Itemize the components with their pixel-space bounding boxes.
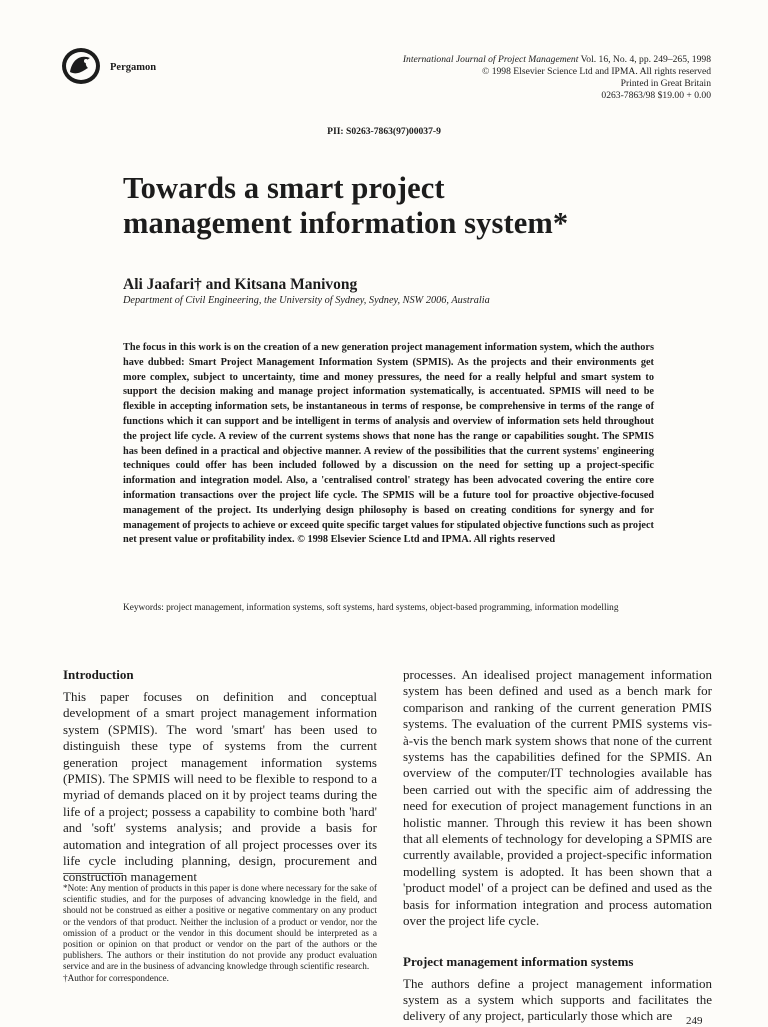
right-column-paragraph: processes. An idealised project management information system has been defined and used as a bench mark for comparison and ranking of the current generation PMIS systems. The evaluation of the current PMIS systems vis-à-vis the bench mark system shows that none of the current systems has the capabilities defined for the SPMIS. An overview of the computer/IT technologies available has been carried out with the specific aim of addressing the need for execution of project management functions in an holistic manner. Through this review it has been shown that all elements of technology for developing a SPMIS are currently available, provided a project-specific information modelling system is adopted. It has been shown that a 'product model' of a project can be defined and used as the basis for information integration and process automation over the project life cycle.: [403, 667, 712, 929]
journal-name: International Journal of Project Management: [402, 54, 579, 65]
journal-citation: [403, 54, 711, 102]
journal-volume: Vol. 16, No. 4, pp. 249–265, 1998: [578, 54, 711, 65]
introduction-heading: Introduction: [63, 667, 134, 682]
pii-identifier: PII: S0263-7863(97)00037-9: [327, 126, 441, 137]
footnote-correspondence: †Author for correspondence.: [63, 972, 169, 983]
abstract: The focus in this work is on the creation of a new generation project management information system, which the authors have dubbed: Smart Project Management Information System (SPMIS). As the projects and their environments get more complex, subject to uncertainty, time and money pressures, the need for a really helpful and smart system to support the decision making and manage project information systematically, is accentuated. SPMIS will need to be flexible in accepting information sets, be instantaneous in terms of response, be comprehensive in terms of the range of functions which it can support and be intelligent in terms of analysis and overview of information sets held throughout the project life cycle. A review of the current systems shows that none has the range or capabilities sought. The SPMIS has been defined in a practical and objective manner. A review of the possibilities that the current systems' engineering techniques could offer has been included followed by a discussion on the need for setting up a project-specific information and integration model. Also, a 'centralised control' strategy has been advocated covering the entire core information transactions over the project life cycle. The SPMIS will be a future tool for proactive objective-focused management of the project. Its underlying design philosophy is based on creating conditions for synergy and for management of projects to achieve or exceed quite specific target values for stipulated objective functions such as project net present value or profitability index. © 1998 Elsevier Science Ltd and IPMA. All rights reserved: [123, 342, 654, 546]
affiliation: Department of Civil Engineering, the University of Sydney, Sydney, NSW 2006, Australia: [123, 295, 490, 306]
right-column: [403, 667, 712, 1025]
footnote-note: *Note: Any mention of products in this paper is done where necessary for the sake of scientific studies, and for the purposes of advancing knowledge in the field, and should not be construed as either a positive or negative commentary on any product or the vendors of that product. Neither the inclusion of a product or vendor, nor the omission of a product or the vendor in this document should be interpreted as a position or opinion on that product or vendor on the part of the authors or the publishers. The authors or their institution do not provide any product evaluation service and are in the business of advancing knowledge through scientific research.: [63, 883, 377, 972]
journal-issn: 0263-7863/98 $19.00 + 0.00: [601, 90, 711, 101]
journal-line-1: [403, 54, 711, 66]
publisher-name: Pergamon: [110, 62, 157, 73]
title-line-1: Towards a smart project: [123, 171, 445, 205]
pergamon-logo-icon: [60, 46, 104, 86]
journal-copyright: © 1998 Elsevier Science Ltd and IPMA. All rights reserved: [482, 66, 711, 77]
left-column: [63, 667, 377, 886]
journal-printed: Printed in Great Britain: [620, 78, 711, 89]
section-heading-pmis: Project management information systems: [403, 953, 634, 969]
authors: Ali Jaafari† and Kitsana Manivong: [123, 276, 358, 293]
footnote-divider: [63, 873, 123, 874]
article-title: [123, 171, 568, 241]
introduction-paragraph: This paper focuses on definition and conceptual development of a smart project management information system (SPMIS). The word 'smart' has been used to distinguish these type of systems from the current generation project management information systems (PMIS). The SPMIS will need to be flexible to respond to a myriad of demands placed on it by project teams during the life of a project; possess a capability to combine both 'hard' and 'soft' systems analysis; and provide a basis for automation and integration of all project processes over its life cycle including planning, design, procurement and construction management: [63, 689, 377, 885]
keywords: Keywords: project management, information systems, soft systems, hard systems, object-based programming, information modelling: [123, 603, 619, 613]
title-line-2: management information system*: [123, 206, 569, 240]
page-number: 249: [686, 1015, 703, 1027]
footnotes: [63, 883, 377, 984]
section-pmis-paragraph: The authors define a project management information system as a system which supports and facilitates the delivery of any project, particularly those which are: [403, 975, 712, 1024]
